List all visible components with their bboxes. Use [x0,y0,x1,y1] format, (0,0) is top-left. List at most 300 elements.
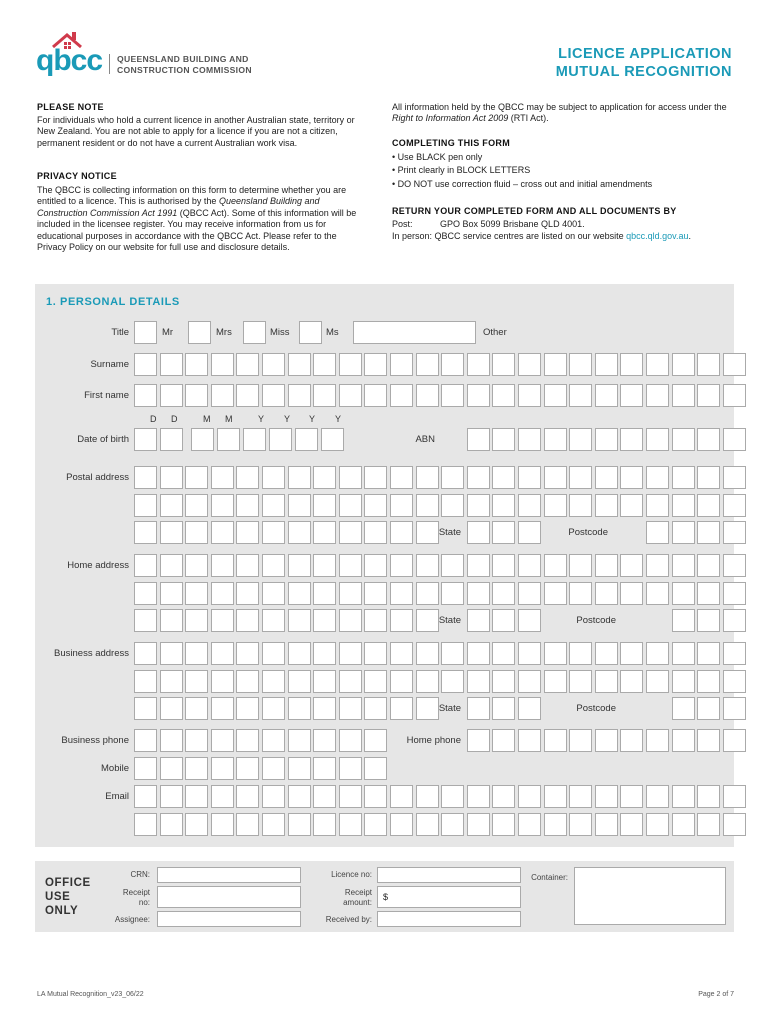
business-line-3-cell[interactable] [134,697,157,720]
home-line-2-cell[interactable] [211,582,234,605]
home-line-3-cell[interactable] [134,609,157,632]
abn-cell[interactable] [492,428,515,451]
email-line-2-cell[interactable] [697,813,720,836]
email-line-1-cell[interactable] [262,785,285,808]
surname-cell[interactable] [134,353,157,376]
home-line-2-cell[interactable] [620,582,643,605]
business-line-1-cell[interactable] [390,642,413,665]
home-line-1-cell[interactable] [416,554,439,577]
home-line-1-cell[interactable] [569,554,592,577]
postal-line-2-cell[interactable] [262,494,285,517]
home-line-2-cell[interactable] [441,582,464,605]
home-line-2-cell[interactable] [518,582,541,605]
home-line-1-cell[interactable] [646,554,669,577]
home-line-1-cell[interactable] [236,554,259,577]
home-line-2-cell[interactable] [544,582,567,605]
home-line-2-cell[interactable] [390,582,413,605]
received-by-field[interactable] [377,911,521,927]
business-line-2-cell[interactable] [723,670,746,693]
surname-cell[interactable] [339,353,362,376]
home-line-1-cell[interactable] [134,554,157,577]
mobile-cell[interactable] [339,757,362,780]
surname-cell[interactable] [518,353,541,376]
home-line-2-cell[interactable] [236,582,259,605]
business-line-1-cell[interactable] [364,642,387,665]
crn-field[interactable] [157,867,301,883]
postal-state-cell[interactable] [492,521,515,544]
postal-line-3-cell[interactable] [236,521,259,544]
home-phone-cell[interactable] [518,729,541,752]
home-phone-cell[interactable] [672,729,695,752]
business-line-1-cell[interactable] [211,642,234,665]
first-name-cell[interactable] [262,384,285,407]
home-line-1-cell[interactable] [185,554,208,577]
surname-cell[interactable] [646,353,669,376]
business-line-1-cell[interactable] [160,642,183,665]
business-phone-cell[interactable] [339,729,362,752]
surname-cell[interactable] [672,353,695,376]
email-line-1-cell[interactable] [723,785,746,808]
home-line-2-cell[interactable] [492,582,515,605]
home-phone-cell[interactable] [492,729,515,752]
home-phone-cell[interactable] [646,729,669,752]
business-phone-cell[interactable] [288,729,311,752]
home-line-3-cell[interactable] [313,609,336,632]
postal-line-1-cell[interactable] [211,466,234,489]
surname-cell[interactable] [390,353,413,376]
home-line-2-cell[interactable] [134,582,157,605]
postal-line-1-cell[interactable] [646,466,669,489]
email-line-1-cell[interactable] [185,785,208,808]
postal-postcode-cell[interactable] [672,521,695,544]
business-phone-cell[interactable] [313,729,336,752]
postal-line-2-cell[interactable] [672,494,695,517]
email-line-1-cell[interactable] [236,785,259,808]
surname-cell[interactable] [313,353,336,376]
surname-cell[interactable] [697,353,720,376]
home-line-1-cell[interactable] [620,554,643,577]
postal-line-2-cell[interactable] [646,494,669,517]
business-line-3-cell[interactable] [262,697,285,720]
business-line-1-cell[interactable] [492,642,515,665]
business-line-1-cell[interactable] [134,642,157,665]
email-line-2-cell[interactable] [595,813,618,836]
postal-line-1-cell[interactable] [185,466,208,489]
business-phone-cell[interactable] [262,729,285,752]
business-line-2-cell[interactable] [518,670,541,693]
postal-line-2-cell[interactable] [492,494,515,517]
email-line-1-cell[interactable] [339,785,362,808]
email-line-2-cell[interactable] [492,813,515,836]
business-postcode-cell[interactable] [672,697,695,720]
business-phone-cell[interactable] [211,729,234,752]
postal-postcode-cell[interactable] [646,521,669,544]
surname-cell[interactable] [595,353,618,376]
business-line-2-cell[interactable] [160,670,183,693]
postal-line-3-cell[interactable] [288,521,311,544]
mobile-cell[interactable] [236,757,259,780]
postal-line-2-cell[interactable] [441,494,464,517]
business-line-1-cell[interactable] [313,642,336,665]
first-name-cell[interactable] [595,384,618,407]
email-line-2-cell[interactable] [569,813,592,836]
business-line-1-cell[interactable] [416,642,439,665]
email-line-2-cell[interactable] [672,813,695,836]
home-line-3-cell[interactable] [339,609,362,632]
business-line-1-cell[interactable] [185,642,208,665]
home-line-1-cell[interactable] [288,554,311,577]
email-line-2-cell[interactable] [236,813,259,836]
business-line-1-cell[interactable] [697,642,720,665]
home-postcode-cell[interactable] [723,609,746,632]
postal-postcode-cell[interactable] [723,521,746,544]
home-line-2-cell[interactable] [185,582,208,605]
postal-line-2-cell[interactable] [723,494,746,517]
email-line-1-cell[interactable] [390,785,413,808]
business-line-1-cell[interactable] [467,642,490,665]
first-name-cell[interactable] [518,384,541,407]
business-line-2-cell[interactable] [134,670,157,693]
home-line-2-cell[interactable] [595,582,618,605]
home-postcode-cell[interactable] [697,609,720,632]
business-postcode-cell[interactable] [723,697,746,720]
home-phone-cell[interactable] [595,729,618,752]
title-mrs-checkbox[interactable] [188,321,211,344]
home-line-3-cell[interactable] [262,609,285,632]
email-line-2-cell[interactable] [544,813,567,836]
business-line-2-cell[interactable] [544,670,567,693]
postal-line-1-cell[interactable] [160,466,183,489]
business-line-2-cell[interactable] [646,670,669,693]
postal-line-1-cell[interactable] [288,466,311,489]
abn-cell[interactable] [672,428,695,451]
title-mr-checkbox[interactable] [134,321,157,344]
home-line-1-cell[interactable] [492,554,515,577]
home-line-2-cell[interactable] [569,582,592,605]
home-line-1-cell[interactable] [595,554,618,577]
home-line-1-cell[interactable] [697,554,720,577]
dob-cell[interactable] [134,428,157,451]
postal-line-1-cell[interactable] [134,466,157,489]
postal-line-2-cell[interactable] [518,494,541,517]
postal-line-2-cell[interactable] [160,494,183,517]
email-line-1-cell[interactable] [595,785,618,808]
home-line-1-cell[interactable] [723,554,746,577]
email-line-1-cell[interactable] [646,785,669,808]
email-line-1-cell[interactable] [518,785,541,808]
business-line-1-cell[interactable] [236,642,259,665]
email-line-1-cell[interactable] [672,785,695,808]
business-line-3-cell[interactable] [313,697,336,720]
postal-line-3-cell[interactable] [262,521,285,544]
first-name-cell[interactable] [569,384,592,407]
container-field[interactable] [574,867,726,925]
home-line-2-cell[interactable] [416,582,439,605]
home-line-2-cell[interactable] [339,582,362,605]
postal-line-1-cell[interactable] [492,466,515,489]
business-line-1-cell[interactable] [723,642,746,665]
abn-cell[interactable] [569,428,592,451]
postal-state-cell[interactable] [467,521,490,544]
postal-line-3-cell[interactable] [364,521,387,544]
email-line-2-cell[interactable] [134,813,157,836]
abn-cell[interactable] [697,428,720,451]
home-line-2-cell[interactable] [646,582,669,605]
postal-line-1-cell[interactable] [672,466,695,489]
business-line-2-cell[interactable] [339,670,362,693]
postal-line-2-cell[interactable] [211,494,234,517]
first-name-cell[interactable] [723,384,746,407]
surname-cell[interactable] [467,353,490,376]
postal-line-2-cell[interactable] [236,494,259,517]
dob-cell[interactable] [160,428,183,451]
email-line-1-cell[interactable] [697,785,720,808]
first-name-cell[interactable] [364,384,387,407]
postal-line-3-cell[interactable] [390,521,413,544]
email-line-2-cell[interactable] [467,813,490,836]
business-line-3-cell[interactable] [211,697,234,720]
home-line-3-cell[interactable] [288,609,311,632]
home-phone-cell[interactable] [544,729,567,752]
business-line-1-cell[interactable] [262,642,285,665]
mobile-cell[interactable] [211,757,234,780]
business-line-3-cell[interactable] [236,697,259,720]
postal-line-3-cell[interactable] [339,521,362,544]
postal-postcode-cell[interactable] [697,521,720,544]
business-phone-cell[interactable] [160,729,183,752]
postal-line-2-cell[interactable] [185,494,208,517]
title-other-field[interactable] [353,321,476,344]
business-line-3-cell[interactable] [416,697,439,720]
home-state-cell[interactable] [467,609,490,632]
postal-line-1-cell[interactable] [441,466,464,489]
dob-cell[interactable] [295,428,318,451]
abn-cell[interactable] [595,428,618,451]
home-line-1-cell[interactable] [672,554,695,577]
business-line-2-cell[interactable] [262,670,285,693]
postal-line-2-cell[interactable] [416,494,439,517]
email-line-1-cell[interactable] [313,785,336,808]
home-postcode-cell[interactable] [672,609,695,632]
home-line-1-cell[interactable] [211,554,234,577]
home-line-2-cell[interactable] [672,582,695,605]
home-phone-cell[interactable] [697,729,720,752]
home-line-1-cell[interactable] [518,554,541,577]
email-line-1-cell[interactable] [416,785,439,808]
email-line-2-cell[interactable] [313,813,336,836]
business-line-2-cell[interactable] [672,670,695,693]
email-line-2-cell[interactable] [339,813,362,836]
business-line-2-cell[interactable] [416,670,439,693]
business-line-1-cell[interactable] [518,642,541,665]
surname-cell[interactable] [364,353,387,376]
postal-line-1-cell[interactable] [569,466,592,489]
postal-line-1-cell[interactable] [236,466,259,489]
dob-cell[interactable] [191,428,214,451]
surname-cell[interactable] [492,353,515,376]
mobile-cell[interactable] [185,757,208,780]
business-line-2-cell[interactable] [185,670,208,693]
home-line-2-cell[interactable] [313,582,336,605]
business-line-3-cell[interactable] [390,697,413,720]
first-name-cell[interactable] [620,384,643,407]
postal-line-3-cell[interactable] [313,521,336,544]
website-link[interactable]: qbcc.qld.gov.au [626,231,689,241]
home-state-cell[interactable] [518,609,541,632]
email-line-2-cell[interactable] [620,813,643,836]
home-line-1-cell[interactable] [339,554,362,577]
receipt-no-field[interactable] [157,886,301,908]
postal-line-2-cell[interactable] [697,494,720,517]
business-line-1-cell[interactable] [288,642,311,665]
email-line-2-cell[interactable] [723,813,746,836]
home-line-2-cell[interactable] [467,582,490,605]
first-name-cell[interactable] [313,384,336,407]
surname-cell[interactable] [262,353,285,376]
mobile-cell[interactable] [313,757,336,780]
abn-cell[interactable] [723,428,746,451]
email-line-1-cell[interactable] [288,785,311,808]
postal-line-1-cell[interactable] [595,466,618,489]
home-line-1-cell[interactable] [390,554,413,577]
postal-line-2-cell[interactable] [620,494,643,517]
business-line-2-cell[interactable] [236,670,259,693]
home-line-2-cell[interactable] [262,582,285,605]
postal-line-1-cell[interactable] [723,466,746,489]
email-line-2-cell[interactable] [185,813,208,836]
assignee-field[interactable] [157,911,301,927]
surname-cell[interactable] [236,353,259,376]
home-phone-cell[interactable] [569,729,592,752]
email-line-1-cell[interactable] [569,785,592,808]
dob-cell[interactable] [217,428,240,451]
postal-line-1-cell[interactable] [620,466,643,489]
dob-cell[interactable] [321,428,344,451]
business-state-cell[interactable] [518,697,541,720]
first-name-cell[interactable] [160,384,183,407]
business-phone-cell[interactable] [134,729,157,752]
postal-line-3-cell[interactable] [185,521,208,544]
email-line-1-cell[interactable] [620,785,643,808]
business-line-1-cell[interactable] [620,642,643,665]
home-state-cell[interactable] [492,609,515,632]
postal-line-1-cell[interactable] [313,466,336,489]
business-line-1-cell[interactable] [569,642,592,665]
abn-cell[interactable] [544,428,567,451]
first-name-cell[interactable] [697,384,720,407]
home-line-3-cell[interactable] [185,609,208,632]
business-line-1-cell[interactable] [595,642,618,665]
home-line-2-cell[interactable] [697,582,720,605]
postal-line-2-cell[interactable] [134,494,157,517]
home-line-3-cell[interactable] [416,609,439,632]
email-line-1-cell[interactable] [134,785,157,808]
email-line-1-cell[interactable] [492,785,515,808]
email-line-2-cell[interactable] [364,813,387,836]
postal-line-2-cell[interactable] [544,494,567,517]
email-line-1-cell[interactable] [364,785,387,808]
business-phone-cell[interactable] [185,729,208,752]
first-name-cell[interactable] [544,384,567,407]
email-line-2-cell[interactable] [441,813,464,836]
business-state-cell[interactable] [492,697,515,720]
business-line-2-cell[interactable] [288,670,311,693]
email-line-1-cell[interactable] [160,785,183,808]
email-line-2-cell[interactable] [211,813,234,836]
title-miss-checkbox[interactable] [243,321,266,344]
first-name-cell[interactable] [236,384,259,407]
surname-cell[interactable] [211,353,234,376]
business-line-1-cell[interactable] [672,642,695,665]
business-line-2-cell[interactable] [313,670,336,693]
email-line-1-cell[interactable] [467,785,490,808]
home-line-2-cell[interactable] [288,582,311,605]
business-line-2-cell[interactable] [569,670,592,693]
abn-cell[interactable] [620,428,643,451]
email-line-2-cell[interactable] [416,813,439,836]
business-line-3-cell[interactable] [364,697,387,720]
surname-cell[interactable] [185,353,208,376]
business-postcode-cell[interactable] [697,697,720,720]
email-line-1-cell[interactable] [211,785,234,808]
business-line-3-cell[interactable] [160,697,183,720]
postal-line-1-cell[interactable] [390,466,413,489]
home-phone-cell[interactable] [467,729,490,752]
home-line-3-cell[interactable] [390,609,413,632]
home-line-1-cell[interactable] [262,554,285,577]
business-line-1-cell[interactable] [544,642,567,665]
business-line-3-cell[interactable] [288,697,311,720]
business-line-2-cell[interactable] [441,670,464,693]
first-name-cell[interactable] [492,384,515,407]
postal-line-1-cell[interactable] [416,466,439,489]
home-phone-cell[interactable] [723,729,746,752]
postal-line-2-cell[interactable] [339,494,362,517]
business-line-1-cell[interactable] [339,642,362,665]
surname-cell[interactable] [620,353,643,376]
postal-line-3-cell[interactable] [134,521,157,544]
business-line-2-cell[interactable] [467,670,490,693]
first-name-cell[interactable] [185,384,208,407]
mobile-cell[interactable] [262,757,285,780]
postal-line-2-cell[interactable] [313,494,336,517]
first-name-cell[interactable] [134,384,157,407]
first-name-cell[interactable] [416,384,439,407]
business-line-3-cell[interactable] [339,697,362,720]
email-line-2-cell[interactable] [160,813,183,836]
postal-line-2-cell[interactable] [569,494,592,517]
postal-line-2-cell[interactable] [364,494,387,517]
email-line-1-cell[interactable] [544,785,567,808]
home-line-1-cell[interactable] [441,554,464,577]
mobile-cell[interactable] [134,757,157,780]
postal-line-1-cell[interactable] [262,466,285,489]
business-line-2-cell[interactable] [492,670,515,693]
postal-line-1-cell[interactable] [544,466,567,489]
surname-cell[interactable] [160,353,183,376]
business-line-2-cell[interactable] [364,670,387,693]
home-line-2-cell[interactable] [723,582,746,605]
postal-line-2-cell[interactable] [390,494,413,517]
postal-line-3-cell[interactable] [160,521,183,544]
postal-line-1-cell[interactable] [339,466,362,489]
home-line-1-cell[interactable] [544,554,567,577]
business-line-2-cell[interactable] [697,670,720,693]
mobile-cell[interactable] [364,757,387,780]
business-phone-cell[interactable] [364,729,387,752]
first-name-cell[interactable] [672,384,695,407]
home-line-2-cell[interactable] [364,582,387,605]
